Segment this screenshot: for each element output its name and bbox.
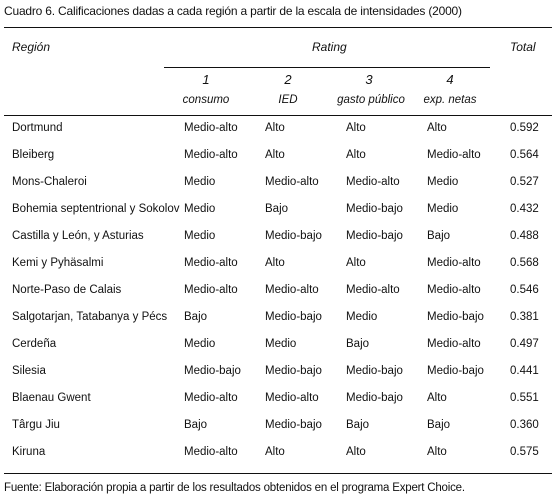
gasto-publico-cell: Alto <box>346 149 366 161</box>
region-cell: Blaenau Gwent <box>12 392 91 404</box>
col-1-number: 1 <box>202 72 210 87</box>
table-row <box>0 338 559 365</box>
exp-netas-cell: Bajo <box>427 419 451 431</box>
ied-cell: Medio-bajo <box>265 419 322 431</box>
col-4-name: exp. netas <box>423 94 477 106</box>
total-cell: 0.592 <box>510 122 539 134</box>
table-row <box>0 149 559 176</box>
gasto-publico-cell: Medio-alto <box>346 284 400 296</box>
gasto-publico-cell: Medio-bajo <box>346 392 403 404</box>
total-cell: 0.381 <box>510 311 539 323</box>
consumo-cell: Medio <box>184 338 216 350</box>
ied-cell: Medio-alto <box>265 392 319 404</box>
ied-cell: Medio-bajo <box>265 365 322 377</box>
consumo-cell: Medio-alto <box>184 122 238 134</box>
total-cell: 0.488 <box>510 230 539 242</box>
exp-netas-cell: Medio-bajo <box>427 365 484 377</box>
top-rule <box>4 27 552 28</box>
table-row <box>0 365 559 392</box>
header-rule <box>4 115 552 116</box>
ied-cell: Bajo <box>265 203 289 215</box>
table-row <box>0 392 559 419</box>
region-cell: Kemi y Pyhäsalmi <box>12 257 104 269</box>
exp-netas-cell: Medio-alto <box>427 149 481 161</box>
header-region: Región <box>12 40 51 54</box>
consumo-cell: Medio-alto <box>184 257 238 269</box>
total-cell: 0.497 <box>510 338 539 350</box>
gasto-publico-cell: Alto <box>346 122 366 134</box>
total-cell: 0.360 <box>510 419 539 431</box>
table-row <box>0 419 559 446</box>
gasto-publico-cell: Alto <box>346 446 366 458</box>
consumo-cell: Bajo <box>184 419 208 431</box>
ied-cell: Alto <box>265 257 285 269</box>
region-cell: Mons-Chaleroi <box>12 176 87 188</box>
ied-cell: Medio-bajo <box>265 311 322 323</box>
exp-netas-cell: Medio <box>427 176 459 188</box>
source-note: Fuente: Elaboración propia a partir de los resultados obtenidos en el programa Expert Choice. <box>4 482 465 494</box>
ied-cell: Medio-bajo <box>265 230 322 242</box>
consumo-cell: Medio-alto <box>184 284 238 296</box>
gasto-publico-cell: Medio <box>346 311 378 323</box>
col-4-number: 4 <box>446 72 454 87</box>
header-total: Total <box>510 40 536 54</box>
consumo-cell: Medio <box>184 176 216 188</box>
total-cell: 0.551 <box>510 392 539 404</box>
gasto-publico-cell: Bajo <box>346 419 370 431</box>
region-cell: Salgotarjan, Tatabanya y Pécs <box>12 311 168 323</box>
table-row <box>0 311 559 338</box>
exp-netas-cell: Medio-bajo <box>427 311 484 323</box>
region-cell: Kiruna <box>12 446 46 458</box>
total-cell: 0.575 <box>510 446 539 458</box>
gasto-publico-cell: Medio-bajo <box>346 203 403 215</box>
table-row <box>0 284 559 311</box>
exp-netas-cell: Alto <box>427 446 447 458</box>
consumo-cell: Medio <box>184 230 216 242</box>
ied-cell: Medio-alto <box>265 176 319 188</box>
total-cell: 0.527 <box>510 176 539 188</box>
col-2-name: IED <box>278 94 298 106</box>
total-cell: 0.432 <box>510 203 539 215</box>
region-cell: Târgu Jiu <box>12 419 60 431</box>
consumo-cell: Medio-alto <box>184 446 238 458</box>
table-row <box>0 446 559 473</box>
rating-subrule <box>164 67 490 68</box>
region-cell: Norte-Paso de Calais <box>12 284 122 296</box>
exp-netas-cell: Alto <box>427 122 447 134</box>
gasto-publico-cell: Medio-bajo <box>346 230 403 242</box>
gasto-publico-cell: Alto <box>346 257 366 269</box>
gasto-publico-cell: Medio-alto <box>346 176 400 188</box>
consumo-cell: Medio <box>184 203 216 215</box>
exp-netas-cell: Medio <box>427 203 459 215</box>
consumo-cell: Medio-alto <box>184 149 238 161</box>
col-2-number: 2 <box>284 72 292 87</box>
consumo-cell: Bajo <box>184 311 208 323</box>
region-cell: Dortmund <box>12 122 63 134</box>
table-row <box>0 176 559 203</box>
total-cell: 0.564 <box>510 149 539 161</box>
table-caption: Cuadro 6. Calificaciones dadas a cada región a partir de la escala de intensidades (2000) <box>4 4 462 18</box>
region-cell: Silesia <box>12 365 46 377</box>
exp-netas-cell: Medio-alto <box>427 257 481 269</box>
ied-cell: Alto <box>265 446 285 458</box>
bottom-rule <box>4 473 552 474</box>
col-3-name: gasto público <box>337 94 405 106</box>
exp-netas-cell: Bajo <box>427 230 451 242</box>
region-cell: Bleiberg <box>12 149 55 161</box>
total-cell: 0.441 <box>510 365 539 377</box>
gasto-publico-cell: Medio-bajo <box>346 365 403 377</box>
region-cell: Cerdeña <box>12 338 57 350</box>
consumo-cell: Medio-bajo <box>184 365 241 377</box>
region-cell: Castilla y León, y Asturias <box>12 230 144 242</box>
table-row <box>0 257 559 284</box>
consumo-cell: Medio-alto <box>184 392 238 404</box>
table-row <box>0 203 559 230</box>
exp-netas-cell: Alto <box>427 392 447 404</box>
region-cell: Bohemia septentrional y Sokolov <box>12 203 180 215</box>
ied-cell: Alto <box>265 122 285 134</box>
col-3-number: 3 <box>365 72 373 87</box>
col-1-name: consumo <box>182 94 230 106</box>
total-cell: 0.568 <box>510 257 539 269</box>
header-rating: Rating <box>312 40 347 54</box>
total-cell: 0.546 <box>510 284 539 296</box>
table-row <box>0 122 559 149</box>
exp-netas-cell: Medio-alto <box>427 338 481 350</box>
ied-cell: Medio-alto <box>265 284 319 296</box>
table-row <box>0 230 559 257</box>
ied-cell: Alto <box>265 149 285 161</box>
gasto-publico-cell: Bajo <box>346 338 370 350</box>
ied-cell: Medio <box>265 338 297 350</box>
exp-netas-cell: Medio-alto <box>427 284 481 296</box>
